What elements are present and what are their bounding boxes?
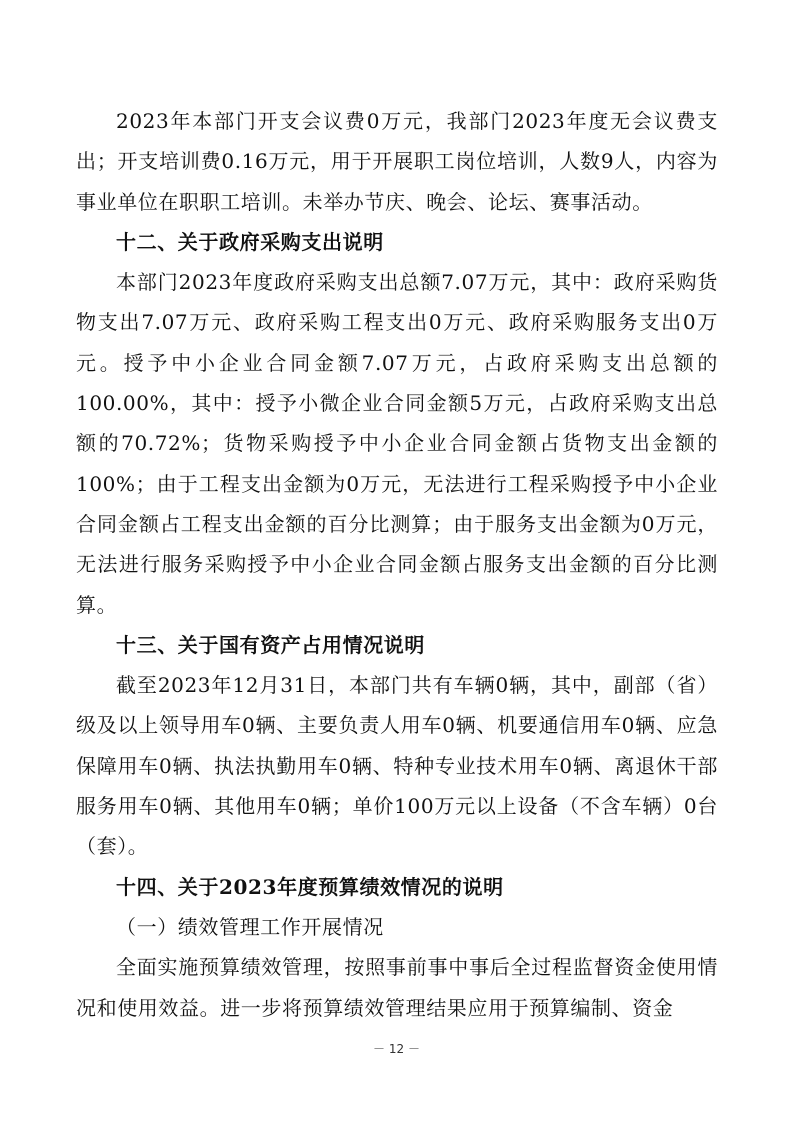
- subheading-performance-management: （一）绩效管理工作开展情况: [116, 914, 384, 939]
- paragraph-meeting-training-fees: 2023年本部门开支会议费0万元，我部门2023年度无会议费支出；开支培训费0.16万元，用于开展职工岗位培训，人数9人，内容为事业单位在职职工培训。未举办节庆、晚会、论坛、赛事活动。: [76, 109, 718, 214]
- paragraph-assets: 截至2023年12月31日，本部门共有车辆0辆，其中，副部（省）级及以上领导用车0辆、主要负责人用车0辆、机要通信用车0辆、应急保障用车0辆、执法执勤用车0辆、特种专业技术用车0辆、离退休干部服务用车0辆、其他用车0辆；单价100万元以上设备（不含车辆）0台（套）。: [76, 673, 718, 859]
- paragraph-performance: 全面实施预算绩效管理，按照事前事中事后全过程监督资金使用情况和使用效益。进一步将预算绩效管理结果应用于预算编制、资金: [76, 955, 718, 1020]
- page-content: [76, 101, 718, 1028]
- section-heading-14-performance: 十四、关于2023年度预算绩效情况的说明: [116, 874, 504, 899]
- page-number: － 12 －: [373, 1042, 420, 1056]
- paragraph-procurement: 本部门2023年度政府采购支出总额7.07万元，其中：政府采购货物支出7.07万元、政府采购工程支出0万元、政府采购服务支出0万元。授予中小企业合同金额7.07万元，占政府采购支出总额的100.00%，其中：授予小微企业合同金额5万元，占政府采购支出总额的70.72%；货物采购授予中小企业合同金额占货物支出金额的100%；由于工程支出金额为0万元，无法进行工程采购授予中小企业合同金额占工程支出金额的百分比测算；由于服务支出金额为0万元，无法进行服务采购授予中小企业合同金额占服务支出金额的百分比测算。: [76, 270, 718, 617]
- section-heading-12-procurement: 十二、关于政府采购支出说明: [116, 229, 384, 254]
- section-heading-13-assets: 十三、关于国有资产占用情况说明: [116, 632, 425, 657]
